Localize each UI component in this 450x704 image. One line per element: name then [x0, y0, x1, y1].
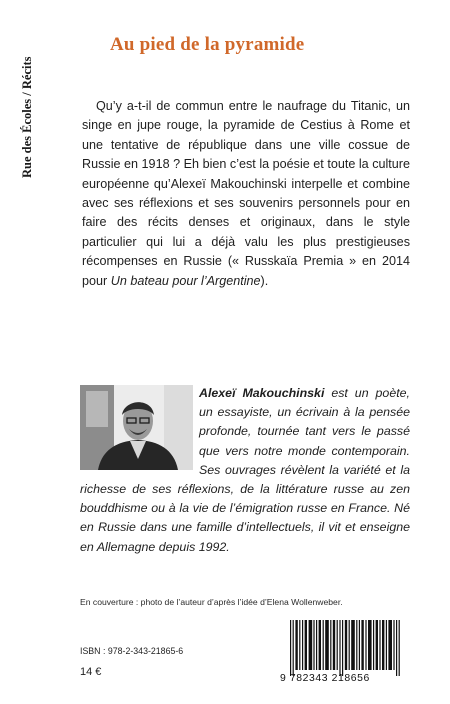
- bio-text: est un poète, un essayiste, un écrivain à la pensée profonde, tournée tant vers le passé que vers notre monde contemporain. Ses ouvrages révèlent la variété et la richesse de ses réflexions, de la littérature russe au zen bouddhisme ou à la vie de l’émigration russe en France. Né en Russie dans une famille d’intellectuels, il vit et enseigne en Allemagne depuis 1992.: [80, 386, 410, 554]
- blurb-text: Qu’y a-t-il de commun entre le naufrage du Titanic, un singe en jupe rouge, la pyramide de Cestius à Rome et une tentative de république dans une ville cossue de Russie en 1918 ? Eh bien c’est la poésie et toute la culture européenne qu’Alexeï Makouchinski interpelle et combine avec ses réflexions et ses souvenirs personnels pour en faire des récits denses et originaux, dans le style particulier qui lui a déjà valu les plus prestigieuses récompenses en Russie (« Russkaïa Premia » en 2014 pour: [82, 99, 410, 288]
- author-biography: [80, 384, 410, 557]
- back-cover-blurb: [82, 97, 410, 291]
- barcode-digits: 9 782343 218656: [280, 673, 370, 684]
- photo-spacer: [80, 384, 199, 476]
- cover-credit: En couverture : photo de l’auteur d’après l’idée d’Elena Wollenweber.: [80, 597, 343, 607]
- isbn: ISBN : 978-2-343-21865-6: [80, 646, 184, 656]
- book-title: Au pied de la pyramide: [110, 34, 305, 55]
- blurb-book-title: Un bateau pour l’Argentine: [110, 273, 261, 288]
- price: 14 €: [80, 666, 102, 678]
- collection-label: Rue des Écoles / Récits: [20, 56, 34, 178]
- blurb-text-end: ).: [260, 273, 269, 288]
- bio-author-name: Alexeï Makouchinski: [199, 386, 325, 400]
